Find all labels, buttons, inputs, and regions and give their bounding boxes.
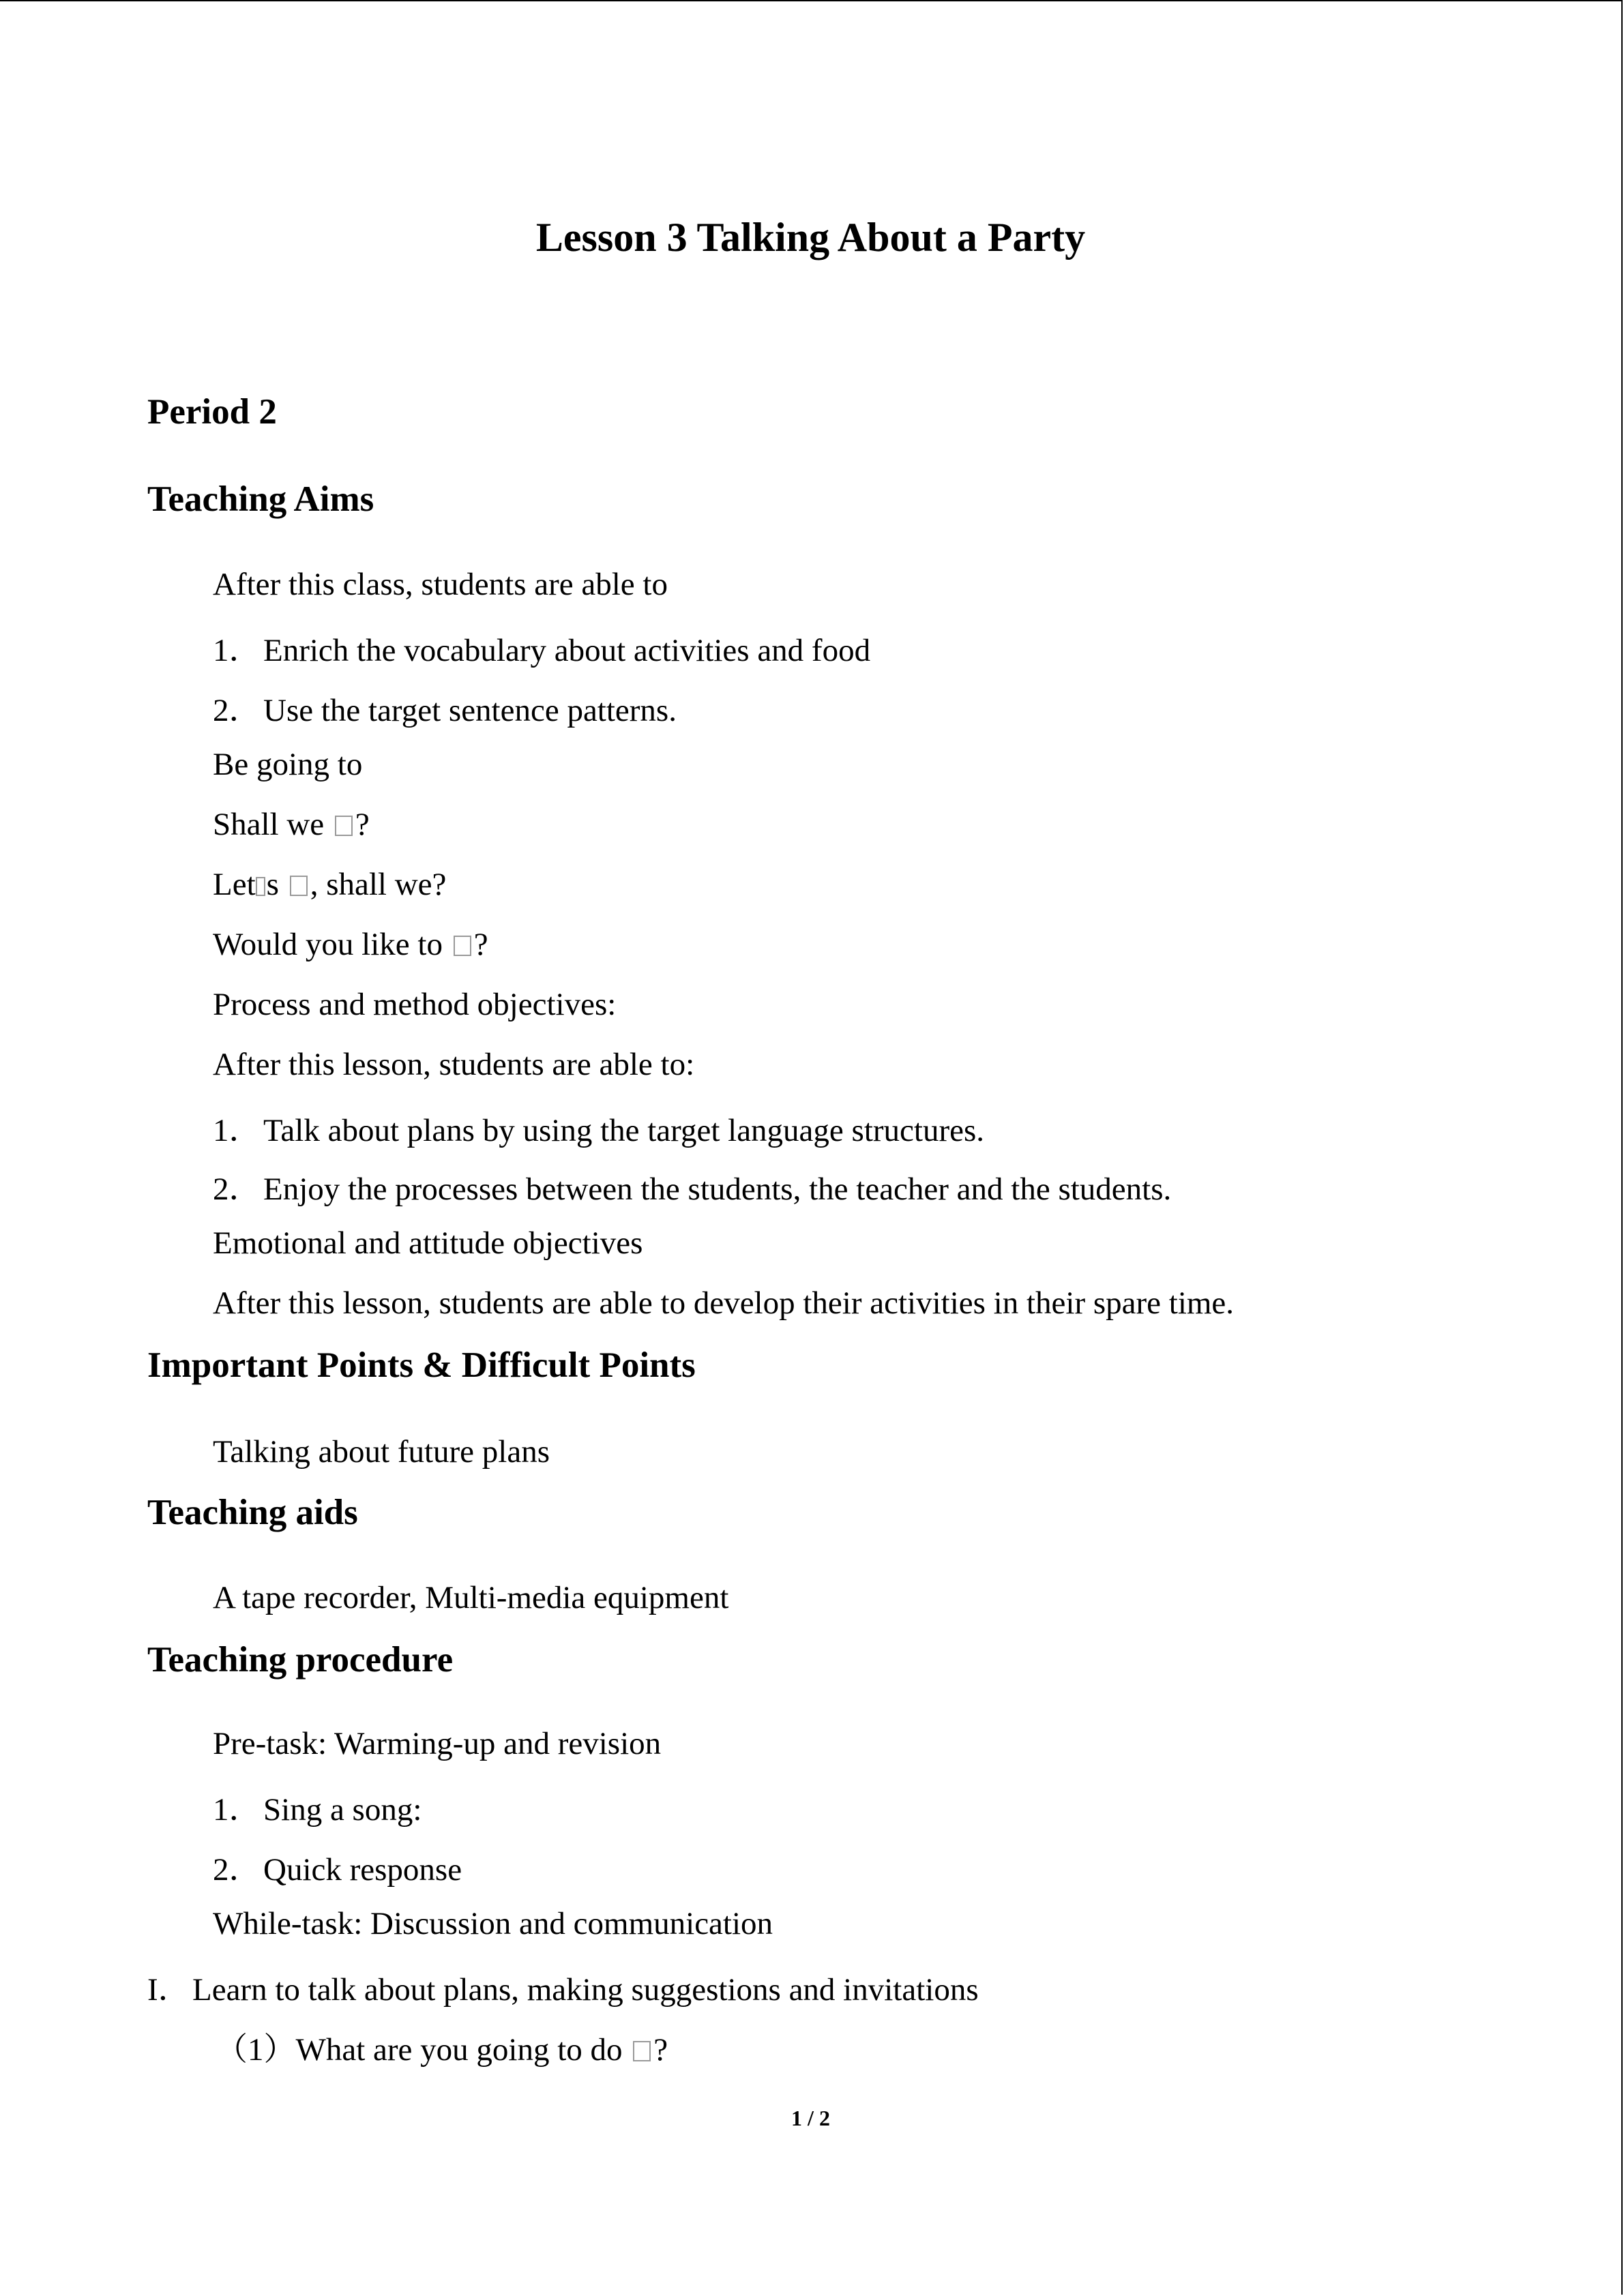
list-number: 2． — [213, 1852, 261, 1888]
important-points-text: Talking about future plans — [213, 1434, 550, 1470]
list-text: Enjoy the processes between the students, the teacher and the students. — [263, 1172, 1172, 1207]
list-text: Use the target sentence patterns. — [263, 693, 677, 728]
process-item-2 — [213, 1163, 1171, 1209]
pattern-text: s — [266, 867, 287, 902]
list-text: Enrich the vocabulary about activities and food — [263, 633, 871, 668]
pattern-text: ? — [355, 807, 370, 842]
roman-item-1 — [147, 1964, 979, 2010]
list-text: Quick response — [263, 1852, 462, 1888]
period-heading: Period 2 — [147, 392, 277, 432]
list-number: 2． — [213, 693, 261, 728]
list-text: ? — [653, 2032, 668, 2068]
list-number: 1． — [213, 1792, 261, 1828]
process-intro: After this lesson, students are able to: — [213, 1047, 695, 1082]
list-text: Learn to talk about plans, making suggestions and invitations — [192, 1972, 979, 2008]
pattern-text: Would you like to — [213, 927, 451, 962]
pretask-text: Pre-task: Warming-up and revision — [213, 1726, 662, 1761]
missing-glyph-box — [335, 816, 353, 836]
procedure-step-2 — [213, 1844, 462, 1890]
teaching-procedure-heading: Teaching procedure — [147, 1640, 454, 1680]
emotional-heading: Emotional and attitude objectives — [213, 1225, 643, 1261]
pattern-shall-we — [213, 806, 370, 843]
emotional-text: After this lesson, students are able to develop their activities in their spare time. — [213, 1285, 1235, 1321]
teaching-aids-text: A tape recorder, Multi-media equipment — [213, 1580, 729, 1615]
sub-item-1 — [216, 2024, 668, 2070]
missing-glyph-box — [454, 936, 471, 956]
process-item-1 — [213, 1105, 984, 1150]
aims-item-2 — [213, 685, 677, 730]
important-points-heading: Important Points & Difficult Points — [147, 1345, 696, 1385]
teaching-aids-heading: Teaching aids — [147, 1493, 358, 1532]
missing-glyph-box — [256, 877, 265, 896]
aims-item-1 — [213, 625, 870, 670]
document-title: Lesson 3 Talking About a Party — [535, 215, 1086, 260]
aims-intro: After this class, students are able to — [213, 567, 668, 602]
pattern-text: , shall we? — [310, 867, 447, 902]
list-number: 1． — [213, 633, 261, 668]
list-text: Talk about plans by using the target language structures. — [263, 1113, 984, 1148]
missing-glyph-box — [633, 2041, 651, 2061]
pattern-text: Shall we — [213, 807, 332, 842]
pattern-text: Let — [213, 867, 256, 902]
page-number: 1 / 2 — [791, 2106, 830, 2130]
pattern-be-going-to: Be going to — [213, 747, 363, 782]
whiletask-text: While-task: Discussion and communication — [213, 1906, 773, 1941]
pattern-text: ? — [473, 927, 488, 962]
list-number: （1） — [216, 2032, 296, 2068]
list-text: What are you going to do — [295, 2032, 631, 2068]
list-number: I． — [147, 1972, 190, 2008]
list-number: 1． — [213, 1113, 261, 1148]
list-text: Sing a song: — [263, 1792, 422, 1828]
process-heading: Process and method objectives: — [213, 987, 617, 1022]
pattern-lets — [213, 866, 446, 903]
pattern-would-you-like — [213, 926, 488, 963]
list-number: 2． — [213, 1172, 261, 1207]
teaching-aims-heading: Teaching Aims — [147, 479, 374, 519]
procedure-step-1 — [213, 1784, 422, 1830]
missing-glyph-box — [290, 876, 308, 896]
